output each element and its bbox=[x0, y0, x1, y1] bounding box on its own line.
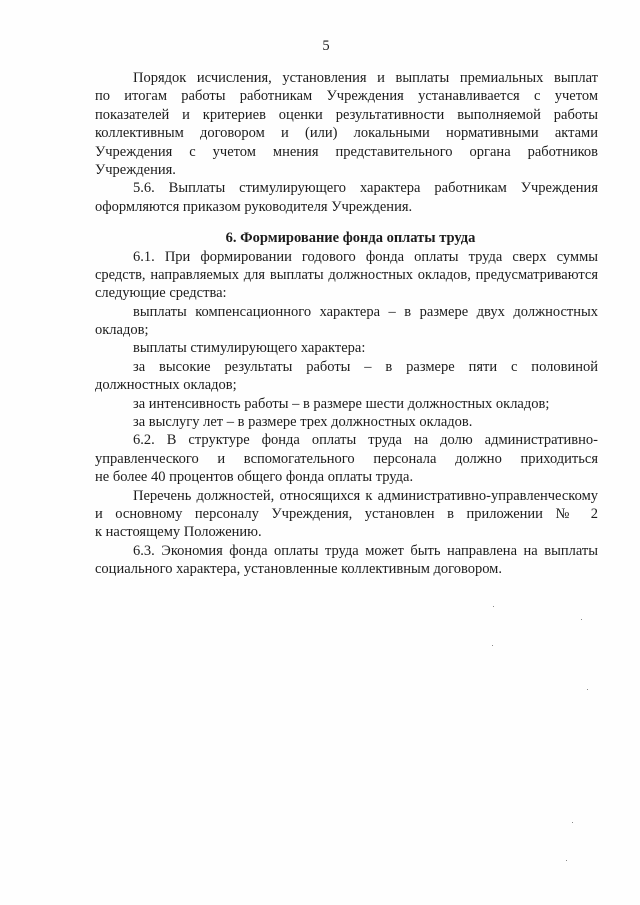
text-line: социального характера, установленные коллективным договором. bbox=[95, 561, 502, 578]
document-body bbox=[95, 69, 598, 579]
list-item-compensation bbox=[95, 303, 598, 340]
text-line: к настоящему Положению. bbox=[95, 524, 262, 541]
list-item-stimulating bbox=[95, 339, 598, 357]
text-line: за выслугу лет – в размере трех должностных окладов. bbox=[133, 414, 473, 431]
text-line: за интенсивность работы – в размере шести должностных окладов; bbox=[133, 395, 550, 412]
list-item-seniority bbox=[95, 413, 598, 431]
scan-speck bbox=[566, 860, 567, 861]
paragraph-6-2 bbox=[95, 431, 598, 486]
scan-speck bbox=[493, 606, 494, 607]
paragraph-5-6 bbox=[95, 179, 598, 216]
paragraph-6-1 bbox=[95, 248, 598, 303]
text-line: выплаты стимулирующего характера: bbox=[133, 340, 366, 357]
text-line: следующие средства: bbox=[95, 285, 227, 302]
page-number: 5 bbox=[322, 38, 330, 54]
text-line: должностных окладов; bbox=[95, 377, 237, 394]
text-line: и основному персоналу Учреждения, установлен в приложении № 2 bbox=[95, 505, 598, 522]
text-line: по итогам работы работникам Учреждения устанавливается с учетом bbox=[95, 88, 598, 105]
text-line: за высокие результаты работы – в размере пяти с половиной bbox=[133, 358, 598, 375]
text-line: Учреждения. bbox=[95, 161, 176, 178]
paragraph-positions-list bbox=[95, 487, 598, 542]
text-line: оформляются приказом руководителя Учреждения. bbox=[95, 198, 413, 215]
text-line: коллективным договором и (или) локальными нормативными актами bbox=[95, 125, 598, 142]
text-line: управленческого и вспомогательного персонала должно приходиться bbox=[95, 450, 598, 467]
text-line: Учреждения с учетом мнения представительного органа работников bbox=[95, 143, 598, 160]
scan-speck bbox=[492, 645, 493, 646]
text-line: 6.1. При формировании годового фонда оплаты труда сверх суммы bbox=[133, 248, 598, 265]
text-line: средств, направляемых для выплаты должностных окладов, предусматриваются bbox=[95, 266, 598, 283]
text-line: 6.2. В структуре фонда оплаты труда на долю административно- bbox=[133, 432, 598, 449]
text-line: показателей и критериев оценки результативности выполняемой работы bbox=[95, 106, 598, 123]
scan-speck bbox=[581, 619, 582, 620]
text-line: Порядок исчисления, установления и выплаты премиальных выплат bbox=[133, 70, 598, 86]
text-line: выплаты компенсационного характера – в размере двух должностных bbox=[133, 303, 598, 320]
list-item-high-results bbox=[95, 358, 598, 395]
scan-speck bbox=[572, 822, 573, 823]
list-item-intensity bbox=[95, 395, 598, 413]
text-line: не более 40 процентов общего фонда оплаты труда. bbox=[95, 469, 414, 486]
scan-speck bbox=[587, 689, 588, 690]
paragraph-6-3 bbox=[95, 542, 598, 579]
text-line: 6.3. Экономия фонда оплаты труда может быть направлена на выплаты bbox=[133, 542, 598, 559]
section-heading: 6. Формирование фонда оплаты труда bbox=[225, 230, 476, 247]
text-line: 5.6. Выплаты стимулирующего характера работникам Учреждения bbox=[133, 180, 598, 197]
text-line: окладов; bbox=[95, 322, 149, 339]
paragraph-premium-payments bbox=[95, 69, 598, 179]
text-line: Перечень должностей, относящихся к административно-управленческому bbox=[133, 487, 598, 504]
